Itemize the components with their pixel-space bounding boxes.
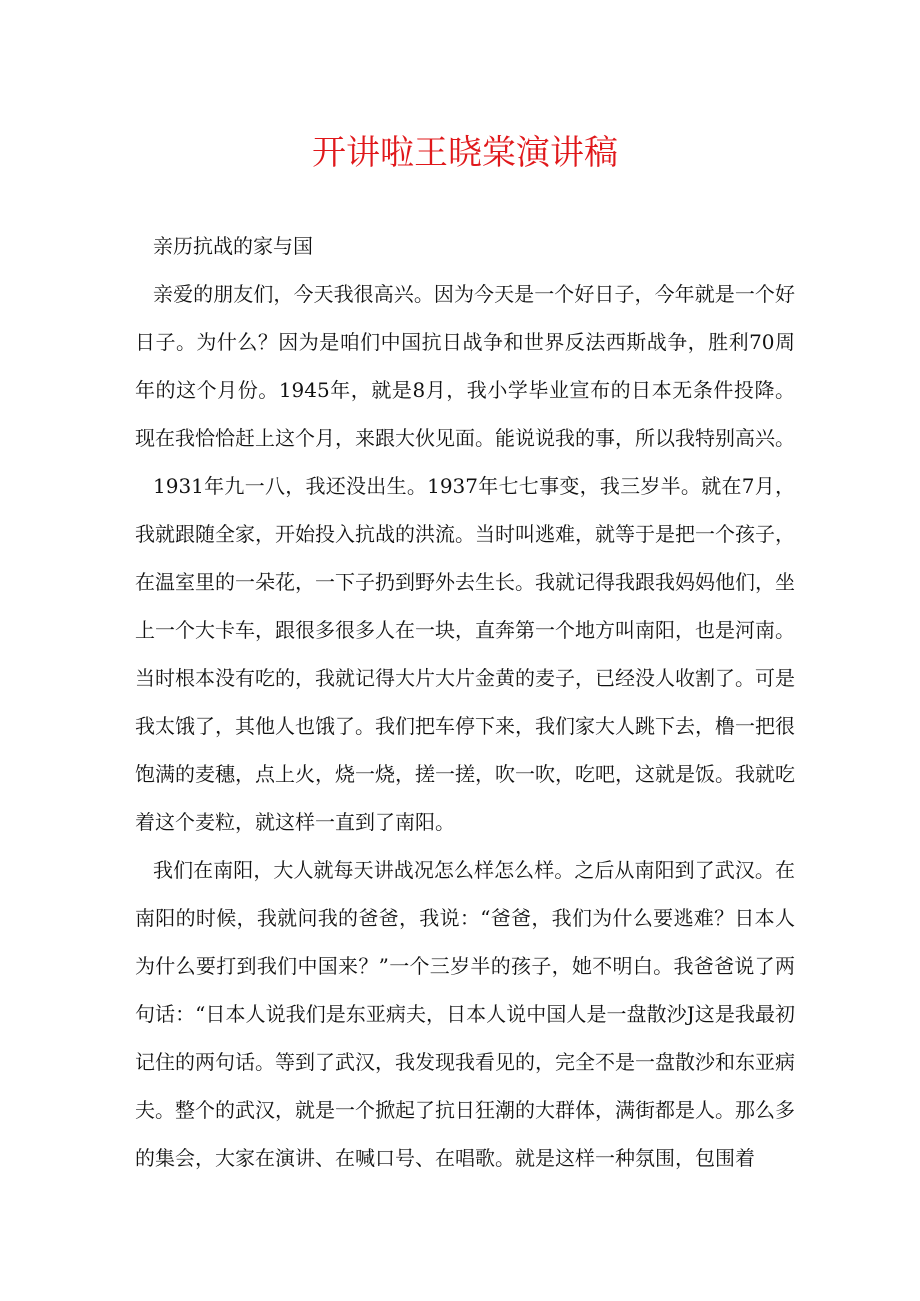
paragraph-3: 我们在南阳，大人就每天讲战况怎么样怎么样。之后从南阳到了武汉。在南阳的时候，我就问我的爸爸，我说：“爸爸，我们为什么要逃难？日本人为什么要打到我们中国来？”一个三岁半的孩子，她不明白。我爸爸说了两句话：“日本人说我们是东亚病夫，日本人说中国人是一盘散沙J这是我最初记住的两句话。等到了武汉，我发现我看见的，完全不是一盘散沙和东亚病夫。整个的武汉，就是一个掀起了抗日狂潮的大群体，满街都是人。那么多的集会，大家在演讲、在喊口号、在唱歌。就是这样一种氛围，包围着 [135, 858, 795, 1170]
paragraph-2: 1931年九一八，我还没出生。1937年七七事变，我三岁半。就在7月，我就跟随全家，开始投入抗战的洪流。当时叫逃难，就等于是把一个孩子，在温室里的一朵花，一下子扔到野外去生长。我就记得我跟我妈妈他们，坐上一个大卡车，跟很多很多人在一块，直奔第一个地方叫南阳，也是河南。当时根本没有吃的，我就记得大片大片金黄的麦子，已经没人收割了。可是我太饿了，其他人也饿了。我们把车停下来，我们家大人跳下去，橹一把很饱满的麦穗，点上火，烧一烧，搓一搓，吹一吹，吃吧，这就是饭。我就吃着这个麦粒，就这样一直到了南阳。 [135, 474, 795, 834]
document-title: 开讲啦王晓棠演讲稿 [312, 133, 618, 173]
document-subtitle: 亲历抗战的家与国 [153, 234, 313, 258]
paragraph-1: 亲爱的朋友们，今天我很高兴。因为今天是一个好日子，今年就是一个好日子。为什么？因为是咱们中国抗日战争和世界反法西斯战争，胜利70周年的这个月份。1945年，就是8月，我小学毕业宣布的日本无条件投降。现在我恰恰赶上这个月，来跟大伙见面。能说说我的事，所以我特别高兴。 [135, 282, 795, 450]
